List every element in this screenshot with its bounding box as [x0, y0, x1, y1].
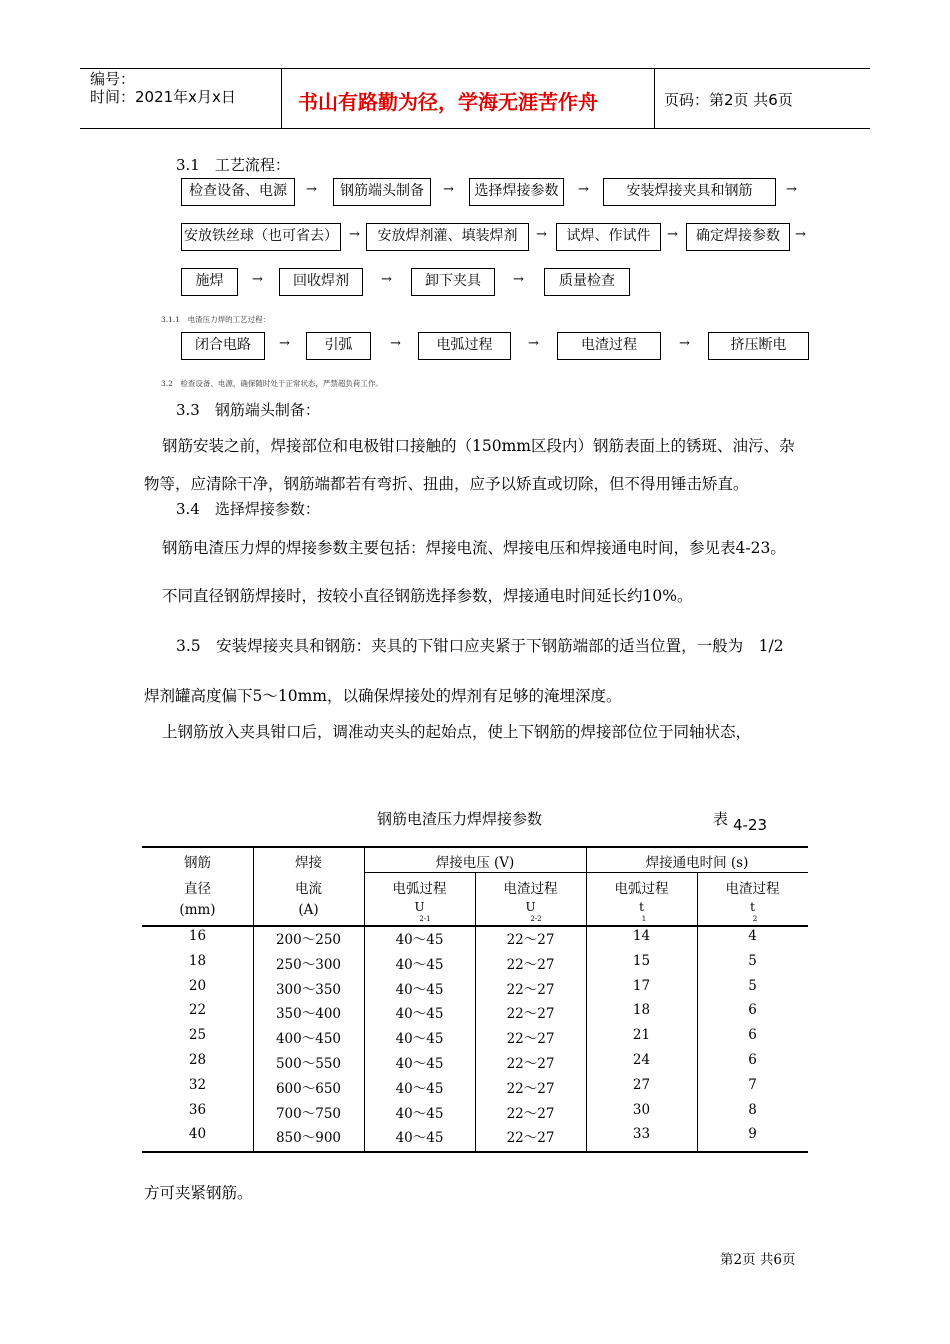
header-code-label: 编号： — [90, 70, 136, 88]
flow-arrow: → — [667, 227, 678, 242]
table-header-diameter-unit: (mm) — [179, 902, 216, 918]
flow-box-check-equipment — [181, 178, 295, 206]
section-3-1-1-heading: 3.1.1 电渣压力焊的工艺过程： — [161, 315, 271, 324]
header-divider-right — [654, 68, 655, 128]
table-cell: 22～27 — [506, 1006, 555, 1023]
table-cell: 40～45 — [395, 1105, 444, 1122]
flow-box-remove-fixture — [411, 268, 495, 296]
table-subheader: 电渣过程 — [725, 881, 780, 897]
table-caption-label: 表 — [713, 810, 729, 828]
flow-arrow: → — [795, 227, 806, 242]
table-cell: 9 — [748, 1126, 757, 1143]
table-cell: 40～45 — [395, 1080, 444, 1097]
table-subscript: 1 — [641, 915, 647, 923]
flow-arrow: → — [679, 336, 690, 351]
table-header-diameter: 直径 — [184, 881, 211, 897]
flow-box-label: 试焊、作试件 — [566, 228, 651, 244]
flow-box-select-params — [469, 178, 564, 206]
header-date-label: 时间：2021年x月x日 — [90, 88, 236, 106]
flow-box-label: 安放铁丝球（也可省去） — [184, 228, 338, 244]
table-symbol: t — [750, 900, 755, 914]
table-header-current: 电流 — [295, 881, 322, 897]
header-divider-left — [281, 68, 282, 128]
table-cell: 200～250 — [275, 932, 342, 948]
table-cell: 32 — [188, 1076, 207, 1093]
section-3-4-line-2: 不同直径钢筋焊接时，按较小直径钢筋选择参数，焊接通电时间延长约10%。 — [162, 587, 693, 605]
table-cell: 5 — [748, 952, 757, 969]
table-cell: 40～45 — [395, 1006, 444, 1023]
flow-box-label: 回收焊剂 — [293, 273, 349, 289]
process-box-label: 电渣过程 — [581, 337, 637, 353]
table-header-current: 焊接 — [295, 855, 322, 871]
table-cell: 22～27 — [506, 1056, 555, 1072]
table-cell: 22～27 — [506, 1080, 555, 1097]
table-subheader: 电弧过程 — [392, 881, 447, 897]
flow-box-label: 选择焊接参数 — [474, 183, 559, 199]
table-subheader: 电渣过程 — [503, 881, 558, 897]
flow-box-trial-weld — [556, 223, 661, 251]
section-3-3-line-1: 钢筋安装之前，焊接部位和电极钳口接触的（150mm区段内）钢筋表面上的锈斑、油污、杂 — [162, 437, 795, 455]
section-3-2-text: 3.2 检查设备、电源，确保随时处于正常状态，严禁超负荷工作。 — [161, 379, 383, 388]
flow-arrow: → — [578, 182, 589, 197]
process-box-close-circuit — [181, 332, 265, 360]
footer-page-number: 第2页 共6页 — [720, 1252, 796, 1268]
section-3-4-line-1: 钢筋电渣压力焊的焊接参数主要包括：焊接电流、焊接电压和焊接通电时间，参见表4-23。 — [162, 539, 786, 557]
table-cell: 18 — [632, 1002, 651, 1019]
section-3-5-line-1: 3.5 安装焊接夹具和钢筋：夹具的下钳口应夹紧于下钢筋端部的适当位置，一般为 1/2 — [176, 637, 784, 655]
table-cell: 14 — [632, 928, 651, 944]
table-cell: 28 — [188, 1052, 207, 1068]
flow-box-label: 质量检查 — [559, 273, 615, 289]
header-bottom-rule — [80, 128, 870, 129]
table-cell: 850～900 — [275, 1130, 342, 1147]
header-page-info: 页码：第2页 共6页 — [664, 91, 793, 109]
table-cell: 22～27 — [506, 1105, 555, 1122]
table-subscript: 2-2 — [530, 915, 542, 923]
table-cell: 21 — [632, 1027, 651, 1044]
flow-arrow: → — [513, 272, 524, 287]
table-cell: 36 — [188, 1101, 207, 1118]
table-symbol: U — [414, 900, 425, 914]
table-cell: 400～450 — [275, 1031, 342, 1048]
table-cell: 500～550 — [275, 1056, 342, 1072]
table-cell: 6 — [748, 1002, 757, 1019]
flow-box-label: 确定焊接参数 — [696, 228, 780, 244]
flow-box-label: 安装焊接夹具和钢筋 — [626, 183, 753, 199]
table-symbol: U — [525, 900, 536, 914]
flow-arrow: → — [786, 182, 797, 197]
table-cell: 27 — [632, 1076, 651, 1093]
table-cell: 8 — [748, 1101, 757, 1118]
process-box-slag-process — [557, 332, 661, 360]
table-cell: 40～45 — [395, 932, 444, 948]
table-bottom-rule — [142, 1151, 808, 1153]
table-header-voltage: 焊接电压 (V) — [435, 855, 515, 871]
flow-arrow: → — [279, 336, 290, 351]
table-cell: 40～45 — [395, 1130, 444, 1147]
table-header-time: 焊接通电时间 (s) — [645, 855, 749, 871]
table-cell: 30 — [632, 1101, 651, 1118]
section-3-5-line-2: 焊剂罐高度偏下5～10mm，以确保焊接处的焊剂有足够的淹埋深度。 — [144, 687, 622, 705]
process-box-label: 闭合电路 — [195, 337, 251, 353]
flow-arrow: → — [443, 182, 454, 197]
table-cell: 17 — [632, 977, 651, 994]
flow-arrow: → — [528, 336, 539, 351]
flow-arrow: → — [349, 227, 360, 242]
flow-box-label: 卸下夹具 — [425, 273, 481, 289]
table-symbol: t — [639, 900, 644, 914]
table-cell: 600～650 — [275, 1080, 342, 1097]
table-cell: 22～27 — [506, 932, 555, 948]
table-cell: 6 — [748, 1052, 757, 1068]
flow-box-label: 施焊 — [195, 273, 224, 289]
flow-arrow: → — [252, 272, 263, 287]
table-cell: 700～750 — [275, 1105, 342, 1122]
flow-box-recover-flux — [279, 268, 363, 296]
section-3-5-line-4: 方可夹紧钢筋。 — [144, 1184, 253, 1202]
table-subscript: 2 — [752, 915, 758, 923]
flow-box-fill-flux — [366, 223, 529, 251]
table-cell: 22～27 — [506, 981, 555, 998]
process-box-arc-process — [418, 332, 511, 360]
table-cell: 33 — [632, 1126, 651, 1143]
table-subscript: 2-1 — [419, 915, 431, 923]
table-cell: 250～300 — [275, 956, 342, 973]
flow-box-rebar-end-prep — [333, 178, 431, 206]
table-cell: 18 — [188, 952, 207, 969]
flow-box-confirm-params — [686, 223, 790, 251]
flow-box-welding — [181, 268, 238, 296]
table-cell: 40～45 — [395, 1056, 444, 1072]
table-top-rule — [142, 846, 808, 848]
process-box-press-cutoff — [708, 332, 809, 360]
section-3-4-heading: 3.4 选择焊接参数： — [176, 500, 320, 518]
table-cell: 25 — [188, 1027, 207, 1044]
flow-arrow: → — [306, 182, 317, 197]
table-subheader: 电弧过程 — [614, 881, 669, 897]
table-cell: 40 — [188, 1126, 207, 1143]
table-cell: 7 — [748, 1076, 757, 1093]
flow-arrow: → — [536, 227, 547, 242]
flow-box-install-fixture — [603, 178, 776, 206]
table-cell: 40～45 — [395, 956, 444, 973]
section-3-3-line-2: 物等，应清除干净，钢筋端都若有弯折、扭曲，应予以矫直或切除，但不得用锤击矫直。 — [144, 475, 749, 493]
table-header-diameter: 钢筋 — [184, 855, 211, 871]
table-cell: 22～27 — [506, 956, 555, 973]
table-caption-number: 4-23 — [733, 816, 768, 834]
table-cell: 22 — [188, 1002, 207, 1019]
table-cell: 20 — [188, 977, 207, 994]
flow-box-label: 安放焊剂灌、填装焊剂 — [377, 228, 518, 244]
flow-box-label: 钢筋端头制备 — [340, 183, 424, 199]
section-3-1-heading: 3.1 工艺流程： — [176, 156, 290, 174]
section-3-3-heading: 3.3 钢筋端头制备： — [176, 401, 320, 419]
table-cell: 40～45 — [395, 981, 444, 998]
process-box-arc-strike — [306, 332, 371, 360]
table-cell: 300～350 — [275, 981, 342, 998]
table-cell: 24 — [632, 1052, 651, 1068]
flow-box-quality-check — [544, 268, 630, 296]
table-header-current-unit: (A) — [298, 902, 319, 918]
table-caption: 钢筋电渣压力焊焊接参数 — [377, 810, 543, 828]
table-cell: 350～400 — [275, 1006, 342, 1023]
table-cell: 6 — [748, 1027, 757, 1044]
table-cell: 4 — [748, 928, 757, 944]
header-motto: 书山有路勤为径，学海无涯苦作舟 — [298, 90, 598, 114]
table-cell: 16 — [188, 928, 207, 944]
table-cell: 15 — [632, 952, 651, 969]
table-cell: 22～27 — [506, 1031, 555, 1048]
section-3-5-line-3: 上钢筋放入夹具钳口后，调准动夹头的起始点，使上下钢筋的焊接部位位于同轴状态， — [162, 723, 752, 741]
table-cell: 5 — [748, 977, 757, 994]
flow-box-label: 检查设备、电源 — [189, 183, 287, 199]
process-box-label: 引弧 — [324, 337, 353, 353]
flow-arrow: → — [390, 336, 401, 351]
table-cell: 40～45 — [395, 1031, 444, 1048]
header-top-rule — [80, 68, 870, 69]
flow-box-place-wire-ball — [181, 223, 341, 251]
flow-arrow: → — [381, 272, 392, 287]
table-cell: 22～27 — [506, 1130, 555, 1147]
process-box-label: 挤压断电 — [730, 337, 787, 353]
process-box-label: 电弧过程 — [436, 337, 493, 353]
